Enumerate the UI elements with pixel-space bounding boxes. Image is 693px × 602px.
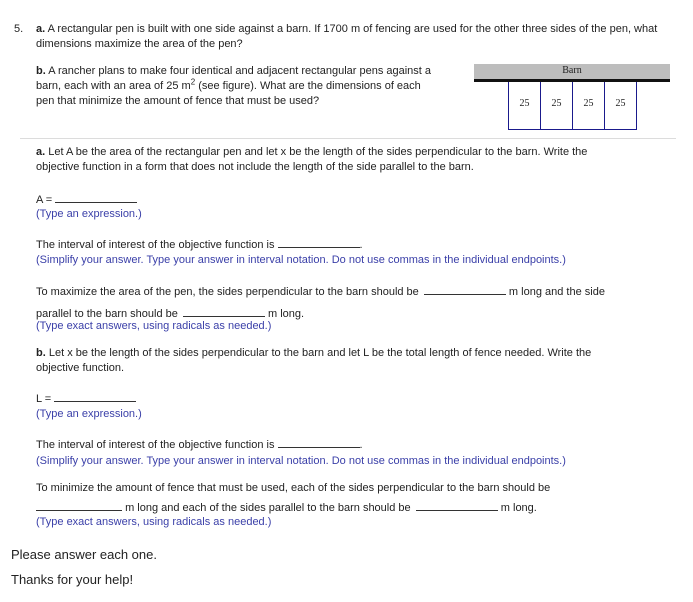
section-b-interval xyxy=(36,435,363,453)
a-parallel-input[interactable] xyxy=(183,304,265,317)
pen-2 xyxy=(540,82,573,130)
part-a-text: A rectangular pen is built with one side against a barn. If 1700 m of fencing are used for the other three sides of the pen, what dimensions maximize the area of the pen? xyxy=(36,23,658,50)
b-interval-hint: (Simplify your answer. Type your answer in interval notation. Do not use commas in the individual endpoints.) xyxy=(36,455,566,467)
section-b-equation xyxy=(36,389,136,407)
pen-3 xyxy=(572,82,605,130)
problem-number: 5. xyxy=(14,23,24,35)
section-b-label: b. xyxy=(36,347,46,359)
problem-part-b xyxy=(36,64,476,109)
section-a-intro xyxy=(36,145,676,175)
a-interval-hint: (Simplify your answer. Type your answer in interval notation. Do not use commas in the individual endpoints.) xyxy=(36,254,566,266)
pen-width-label: 25 xyxy=(519,98,530,109)
section-b-intro xyxy=(36,346,676,376)
barn-figure xyxy=(474,64,670,82)
section-a-dimensions xyxy=(36,282,681,322)
section-a-intro-line1: Let A be the area of the rectangular pen and let x be the length of the sides perpendicular to the barn. Write the xyxy=(48,146,588,158)
section-a-equation xyxy=(36,190,137,208)
pen-width-label: 25 xyxy=(551,98,562,109)
pen-width-label: 25 xyxy=(583,98,594,109)
b-interval-end: . xyxy=(359,439,363,451)
a-interval-text: The interval of interest of the objective function is xyxy=(36,239,275,251)
b-dims-text3: m long. xyxy=(500,502,537,514)
b-dims-text2: m long and each of the sides parallel to the barn should be xyxy=(125,502,411,514)
a-dims-text4: m long. xyxy=(268,308,305,320)
pen-width-label: 25 xyxy=(615,98,626,109)
b-interval-text: The interval of interest of the objective function is xyxy=(36,439,275,451)
b-expression-input[interactable] xyxy=(54,389,136,402)
problem-part-a xyxy=(36,22,676,52)
part-b-line3: pen that minimize the amount of fence that must be used? xyxy=(36,95,320,107)
b-parallel-input[interactable] xyxy=(416,498,498,511)
barn-label: Barn xyxy=(562,65,582,76)
section-a-label: a. xyxy=(36,146,46,158)
a-expression-input[interactable] xyxy=(55,190,137,203)
b-dims-hint: (Type exact answers, using radicals as needed.) xyxy=(36,516,272,528)
b-expression-hint: (Type an expression.) xyxy=(36,408,142,420)
part-b-line2-post: (see figure). What are the dimensions of each xyxy=(195,80,421,92)
a-dims-text1: To maximize the area of the pen, the sides perpendicular to the barn should be xyxy=(36,286,419,298)
a-perpendicular-input[interactable] xyxy=(424,282,506,295)
b-eq-prefix: L = xyxy=(36,393,52,405)
pen-1 xyxy=(508,82,541,130)
section-a-interval xyxy=(36,235,363,253)
b-interval-input[interactable] xyxy=(278,435,360,448)
part-b-superscript: 2 xyxy=(190,77,196,87)
a-dims-hint: (Type exact answers, using radicals as needed.) xyxy=(36,320,272,332)
pen-4 xyxy=(604,82,637,130)
note-line2: Thanks for your help! xyxy=(11,572,134,587)
section-b-intro-line2: objective function. xyxy=(36,362,125,374)
part-b-line1: A rancher plans to make four identical and adjacent rectangular pens against a xyxy=(48,65,432,77)
part-a-label: a. xyxy=(36,23,46,35)
b-dims-text1: To minimize the amount of fence that must be used, each of the sides perpendicular to the barn should be xyxy=(36,482,551,494)
a-dims-text3: parallel to the barn should be xyxy=(36,308,178,320)
section-divider xyxy=(20,138,676,139)
part-b-label: b. xyxy=(36,65,46,77)
section-b-dimensions xyxy=(36,481,681,516)
section-b-intro-line1: Let x be the length of the sides perpendicular to the barn and let L be the total length of fence needed. Write the xyxy=(48,347,592,359)
section-a-intro-line2: objective function in a form that does not include the length of the side parallel to the barn. xyxy=(36,161,474,173)
a-interval-end: . xyxy=(359,239,363,251)
a-expression-hint: (Type an expression.) xyxy=(36,208,142,220)
a-interval-input[interactable] xyxy=(278,235,360,248)
b-perpendicular-input[interactable] xyxy=(36,498,122,511)
a-dims-text2: m long and the side xyxy=(508,286,605,298)
part-b-line2-pre: barn, each with an area of 25 m xyxy=(36,80,191,92)
note-line1: Please answer each one. xyxy=(11,547,157,562)
a-eq-prefix: A = xyxy=(36,194,53,206)
